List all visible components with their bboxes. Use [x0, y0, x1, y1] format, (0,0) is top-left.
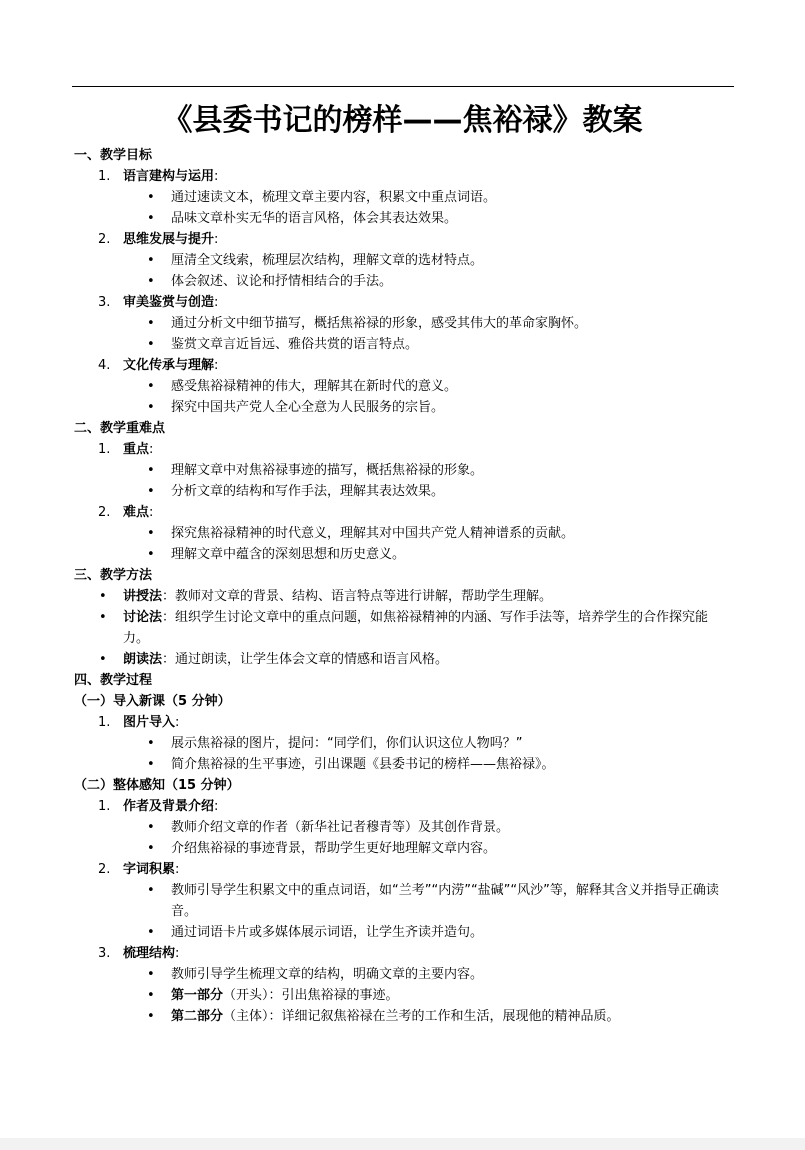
list-item: 1. 作者及背景介绍:	[74, 796, 734, 817]
bullet-icon: •	[147, 211, 155, 226]
bullet-icon: •	[99, 589, 107, 604]
list-number: 1.	[98, 715, 111, 730]
part-label: 第一部分	[171, 988, 224, 1003]
method-label: 朗读法	[123, 652, 163, 667]
list-number: 1.	[98, 442, 111, 457]
bullet-item: • 品味文章朴实无华的语言风格，体会其表达效果。	[74, 208, 734, 229]
list-item: 2. 难点:	[74, 502, 734, 523]
part-label: 第二部分	[171, 1009, 224, 1024]
item-label: 审美鉴赏与创造	[123, 295, 215, 310]
bullet-icon: •	[147, 337, 155, 352]
bullet-item: • 朗读法：通过朗读，让学生体会文章的情感和语言风格。	[74, 649, 734, 670]
bullet-item: • 体会叙述、议论和抒情相结合的手法。	[74, 271, 734, 292]
item-label: 图片导入	[123, 715, 176, 730]
item-label: 作者及背景介绍	[123, 799, 215, 814]
bullet-icon: •	[147, 253, 155, 268]
list-number: 2.	[98, 862, 111, 877]
bullet-item: • 讨论法：组织学生讨论文章中的重点问题，如焦裕禄精神的内涵、写作手法等，培养学生的合作探究能力。	[74, 607, 734, 649]
bullet-icon: •	[147, 484, 155, 499]
section-heading-methods: 三、教学方法	[74, 568, 153, 583]
bullet-icon: •	[147, 841, 155, 856]
item-label: 文化传承与理解	[123, 358, 215, 373]
item-label: 语言建构与运用	[123, 169, 215, 184]
bullet-icon: •	[147, 526, 155, 541]
method-label: 讲授法	[123, 589, 163, 604]
page-title: 《县委书记的榜样——焦裕禄》教案	[162, 103, 643, 138]
header-rule	[72, 86, 734, 87]
item-label: 梳理结构	[123, 946, 176, 961]
section-heading-process: 四、教学过程	[74, 673, 153, 688]
list-number: 1.	[98, 169, 111, 184]
list-item: 3. 梳理结构:	[74, 943, 734, 964]
method-label: 讨论法	[123, 610, 163, 625]
item-label: 难点	[123, 505, 150, 520]
bullet-item: • 理解文章中对焦裕禄事迹的描写，概括焦裕禄的形象。	[74, 460, 734, 481]
bullet-icon: •	[147, 463, 155, 478]
bullet-item: • 教师引导学生积累文中的重点词语，如“兰考”“内涝”“盐碱”“风沙”等，解释其含义并指导正确读音。	[74, 880, 734, 922]
bullet-icon: •	[147, 736, 155, 751]
list-number: 1.	[98, 799, 111, 814]
bullet-item: • 介绍焦裕禄的事迹背景，帮助学生更好地理解文章内容。	[74, 838, 734, 859]
bullet-item: • 分析文章的结构和写作手法，理解其表达效果。	[74, 481, 734, 502]
bullet-item: • 感受焦裕禄精神的伟大，理解其在新时代的意义。	[74, 376, 734, 397]
bullet-icon: •	[99, 652, 107, 667]
subsection-heading-intro: （一）导入新课（5 分钟）	[74, 694, 231, 709]
bullet-item: • 探究中国共产党人全心全意为人民服务的宗旨。	[74, 397, 734, 418]
list-number: 2.	[98, 232, 111, 247]
bullet-icon: •	[99, 610, 107, 625]
bullet-icon: •	[147, 190, 155, 205]
bullet-icon: •	[147, 988, 155, 1003]
list-number: 4.	[98, 358, 111, 373]
bullet-item: • 通过分析文中细节描写，概括焦裕禄的形象，感受其伟大的革命家胸怀。	[74, 313, 734, 334]
bullet-icon: •	[147, 274, 155, 289]
item-label: 思维发展与提升	[123, 232, 215, 247]
bullet-item: • 理解文章中蕴含的深刻思想和历史意义。	[74, 544, 734, 565]
bullet-item: • 鉴赏文章言近旨远、雅俗共赏的语言特点。	[74, 334, 734, 355]
subsection-heading-overview: （二）整体感知（15 分钟）	[74, 778, 240, 793]
list-number: 3.	[98, 295, 111, 310]
item-label: 重点	[123, 442, 150, 457]
bullet-icon: •	[147, 400, 155, 415]
list-number: 2.	[98, 505, 111, 520]
bullet-icon: •	[147, 883, 155, 898]
bullet-item: • 展示焦裕禄的图片，提问：“同学们，你们认识这位人物吗？”	[74, 733, 734, 754]
bullet-icon: •	[147, 967, 155, 982]
bullet-item: • 教师引导学生梳理文章的结构，明确文章的主要内容。	[74, 964, 734, 985]
bullet-icon: •	[147, 820, 155, 835]
bullet-item: • 第一部分（开头）：引出焦裕禄的事迹。	[74, 985, 734, 1006]
list-item: 1. 图片导入:	[74, 712, 734, 733]
list-item: 2. 思维发展与提升:	[74, 229, 734, 250]
section-heading-objectives: 一、教学目标	[74, 148, 153, 163]
bullet-item: • 简介焦裕禄的生平事迹，引出课题《县委书记的榜样——焦裕禄》。	[74, 754, 734, 775]
bullet-item: • 探究焦裕禄精神的时代意义，理解其对中国共产党人精神谱系的贡献。	[74, 523, 734, 544]
bullet-item: • 厘清全文线索，梳理层次结构，理解文章的选材特点。	[74, 250, 734, 271]
bullet-icon: •	[147, 379, 155, 394]
section-heading-key-points: 二、教学重难点	[74, 421, 166, 436]
list-item: 3. 审美鉴赏与创造:	[74, 292, 734, 313]
bullet-icon: •	[147, 925, 155, 940]
bullet-icon: •	[147, 1009, 155, 1024]
bullet-item: • 讲授法：教师对文章的背景、结构、语言特点等进行讲解，帮助学生理解。	[74, 586, 734, 607]
bullet-icon: •	[147, 316, 155, 331]
list-item: 1. 语言建构与运用:	[74, 166, 734, 187]
document-body	[74, 145, 734, 1027]
list-item: 2. 字词积累:	[74, 859, 734, 880]
list-item: 1. 重点:	[74, 439, 734, 460]
bullet-item: • 通过速读文本，梳理文章主要内容，积累文中重点词语。	[74, 187, 734, 208]
bullet-item: • 教师介绍文章的作者（新华社记者穆青等）及其创作背景。	[74, 817, 734, 838]
list-number: 3.	[98, 946, 111, 961]
bullet-item: • 第二部分（主体）：详细记叙焦裕禄在兰考的工作和生活，展现他的精神品质。	[74, 1006, 734, 1027]
bullet-icon: •	[147, 757, 155, 772]
item-label: 字词积累	[123, 862, 176, 877]
list-item: 4. 文化传承与理解:	[74, 355, 734, 376]
bullet-icon: •	[147, 547, 155, 562]
bullet-item: • 通过词语卡片或多媒体展示词语，让学生齐读并造句。	[74, 922, 734, 943]
